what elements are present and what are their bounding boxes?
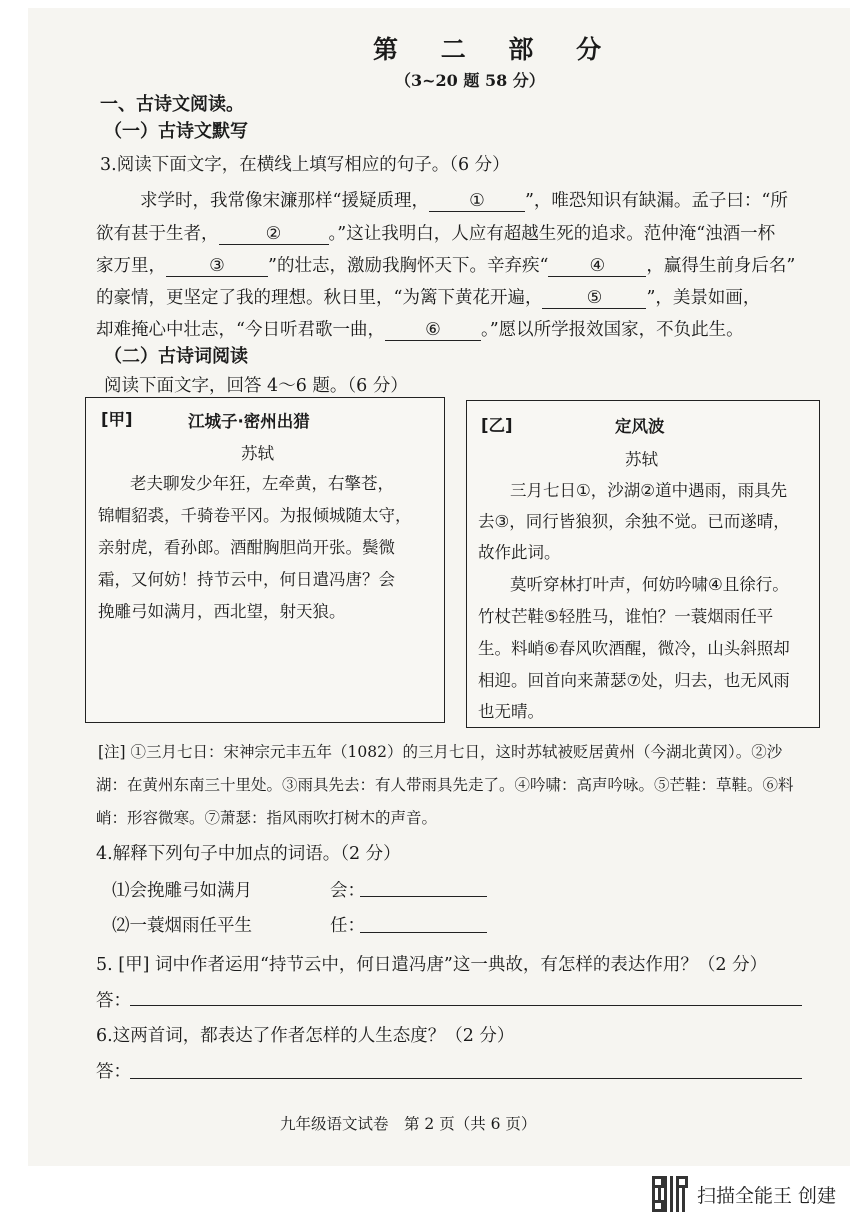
fill-blank-4[interactable]: ④ — [548, 256, 646, 277]
passage-line-2 — [96, 220, 775, 245]
poem-b-tag: [乙] — [481, 416, 513, 435]
notes-line: 湖：在黄州东南三十里处。③雨具先去：有人带雨具先走了。④吟啸：高声吟咏。⑤芒鞋：草鞋。⑥料 — [96, 776, 794, 794]
passage-text: 。”这让我明白，人应有超越生死的追求。范仲淹“浊酒一杯 — [328, 224, 776, 244]
question-3-prompt: 3.阅读下面文字，在横线上填写相应的句子。（6 分） — [100, 155, 510, 175]
passage-text: 求学时，我常像宋濂那样“援疑质理， — [140, 191, 429, 211]
fill-blank-5[interactable]: ⑤ — [542, 288, 646, 309]
q4-answer-line-1[interactable] — [360, 896, 487, 897]
passage-line-4 — [96, 284, 760, 309]
q4-sentence-1: ⑴会挽雕弓如满月 — [112, 881, 252, 901]
subsection-heading-recitation: （一）古诗文默写 — [104, 121, 248, 142]
q4-word-2: 任： — [330, 916, 365, 936]
fill-blank-6[interactable]: ⑥ — [385, 320, 481, 341]
passage-text: ”的壮志，激励我胸怀天下。辛弃疾“ — [268, 256, 549, 276]
q6-answer-label: 答： — [96, 1062, 131, 1082]
question-5-prompt: 5. [甲] 词中作者运用“持节云中，何日遣冯唐”这一典故，有怎样的表达作用？（2 分） — [96, 955, 768, 975]
passage-text: 家万里， — [96, 256, 166, 276]
question-4-prompt: 4.解释下列句子中加点的词语。（2 分） — [96, 844, 401, 864]
passage-text: ，赢得生前身后名” — [646, 256, 796, 276]
poem-b-line: 也无晴。 — [478, 702, 544, 721]
page-footer: 九年级语文试卷 第 2 页（共 6 页） — [280, 1115, 537, 1133]
poem-b-author: 苏轼 — [625, 450, 658, 469]
q4-word-1: 会： — [330, 881, 365, 901]
poem-b-line: 相迎。回首向来萧瑟⑦处，归去，也无风雨 — [478, 671, 790, 690]
passage-text: ”，美景如画， — [646, 288, 761, 308]
poem-a-title: 江城子·密州出猎 — [188, 412, 310, 431]
passage-text: 欲有甚于生者， — [96, 224, 219, 244]
poem-a-line: 霜，又何妨！持节云中，何日遣冯唐？会 — [98, 570, 395, 589]
poem-a-line: 老夫聊发少年狂，左牵黄，右擎苍， — [130, 474, 394, 493]
poem-b-line: 三月七日①，沙湖②道中遇雨，雨具先 — [510, 481, 788, 500]
questions-4-6-prompt: 阅读下面文字，回答 4～6 题。（6 分） — [104, 376, 408, 396]
q6-answer-line[interactable] — [130, 1078, 802, 1079]
q4-answer-line-2[interactable] — [360, 932, 487, 933]
poem-a-line: 锦帽貂裘，千骑卷平冈。为报倾城随太守， — [98, 506, 412, 525]
notes-line: [注] ①三月七日：宋神宗元丰五年（1082）的三月七日，这时苏轼被贬居黄州（今湖北黄冈）。②沙 — [98, 743, 783, 761]
poem-a-author: 苏轼 — [241, 444, 274, 463]
fill-blank-2[interactable]: ② — [219, 224, 329, 245]
poem-b-line: 去③，同行皆狼狈，余独不觉。已而遂晴， — [478, 512, 790, 531]
scanner-brand: 扫描全能王 创建 — [697, 1185, 837, 1207]
question-6-prompt: 6.这两首词，都表达了作者怎样的人生态度？（2 分） — [96, 1026, 515, 1046]
poem-a-line: 亲射虎，看孙郎。酒酣胸胆尚开张。鬓微 — [98, 538, 395, 557]
qr-code-icon — [652, 1176, 688, 1212]
poem-b-line: 生。料峭⑥春风吹酒醒，微冷，山头斜照却 — [478, 639, 790, 658]
fill-blank-3[interactable]: ③ — [166, 256, 268, 277]
poem-a-line: 挽雕弓如满月，西北望，射天狼。 — [98, 602, 346, 621]
page-title: 第 二 部 分 — [373, 35, 619, 64]
subsection-heading-poetry: （二）古诗词阅读 — [104, 346, 248, 367]
q5-answer-label: 答： — [96, 991, 131, 1011]
page-subtitle: （3~20 题 58 分） — [395, 71, 545, 90]
fill-blank-1[interactable]: ① — [429, 191, 525, 212]
q5-answer-line[interactable] — [130, 1005, 802, 1006]
poem-b-title: 定风波 — [615, 417, 665, 436]
passage-line-3 — [96, 252, 795, 277]
q4-sentence-2: ⑵一蓑烟雨任平生 — [112, 916, 252, 936]
poem-b-line: 莫听穿林打叶声，何妨吟啸④且徐行。 — [510, 575, 789, 594]
passage-line-1 — [140, 187, 788, 212]
passage-line-5 — [96, 316, 744, 341]
passage-text: 却难掩心中壮志，“今日听君歌一曲， — [96, 320, 385, 340]
poem-b-line: 故作此词。 — [478, 543, 561, 562]
poem-b-line: 竹杖芒鞋⑤轻胜马，谁怕？一蓑烟雨任平 — [478, 607, 774, 626]
poem-a-tag: [甲] — [101, 410, 133, 429]
notes-line: 峭：形容微寒。⑦萧瑟：指风雨吹打树木的声音。 — [96, 809, 438, 827]
passage-text: 的豪情，更坚定了我的理想。秋日里，“为篱下黄花开遍， — [96, 288, 543, 308]
passage-text: ”，唯恐知识有缺漏。孟子曰：“所 — [524, 191, 788, 211]
section-heading: 一、古诗文阅读。 — [100, 94, 244, 115]
passage-text: 。”愿以所学报效国家，不负此生。 — [480, 320, 744, 340]
